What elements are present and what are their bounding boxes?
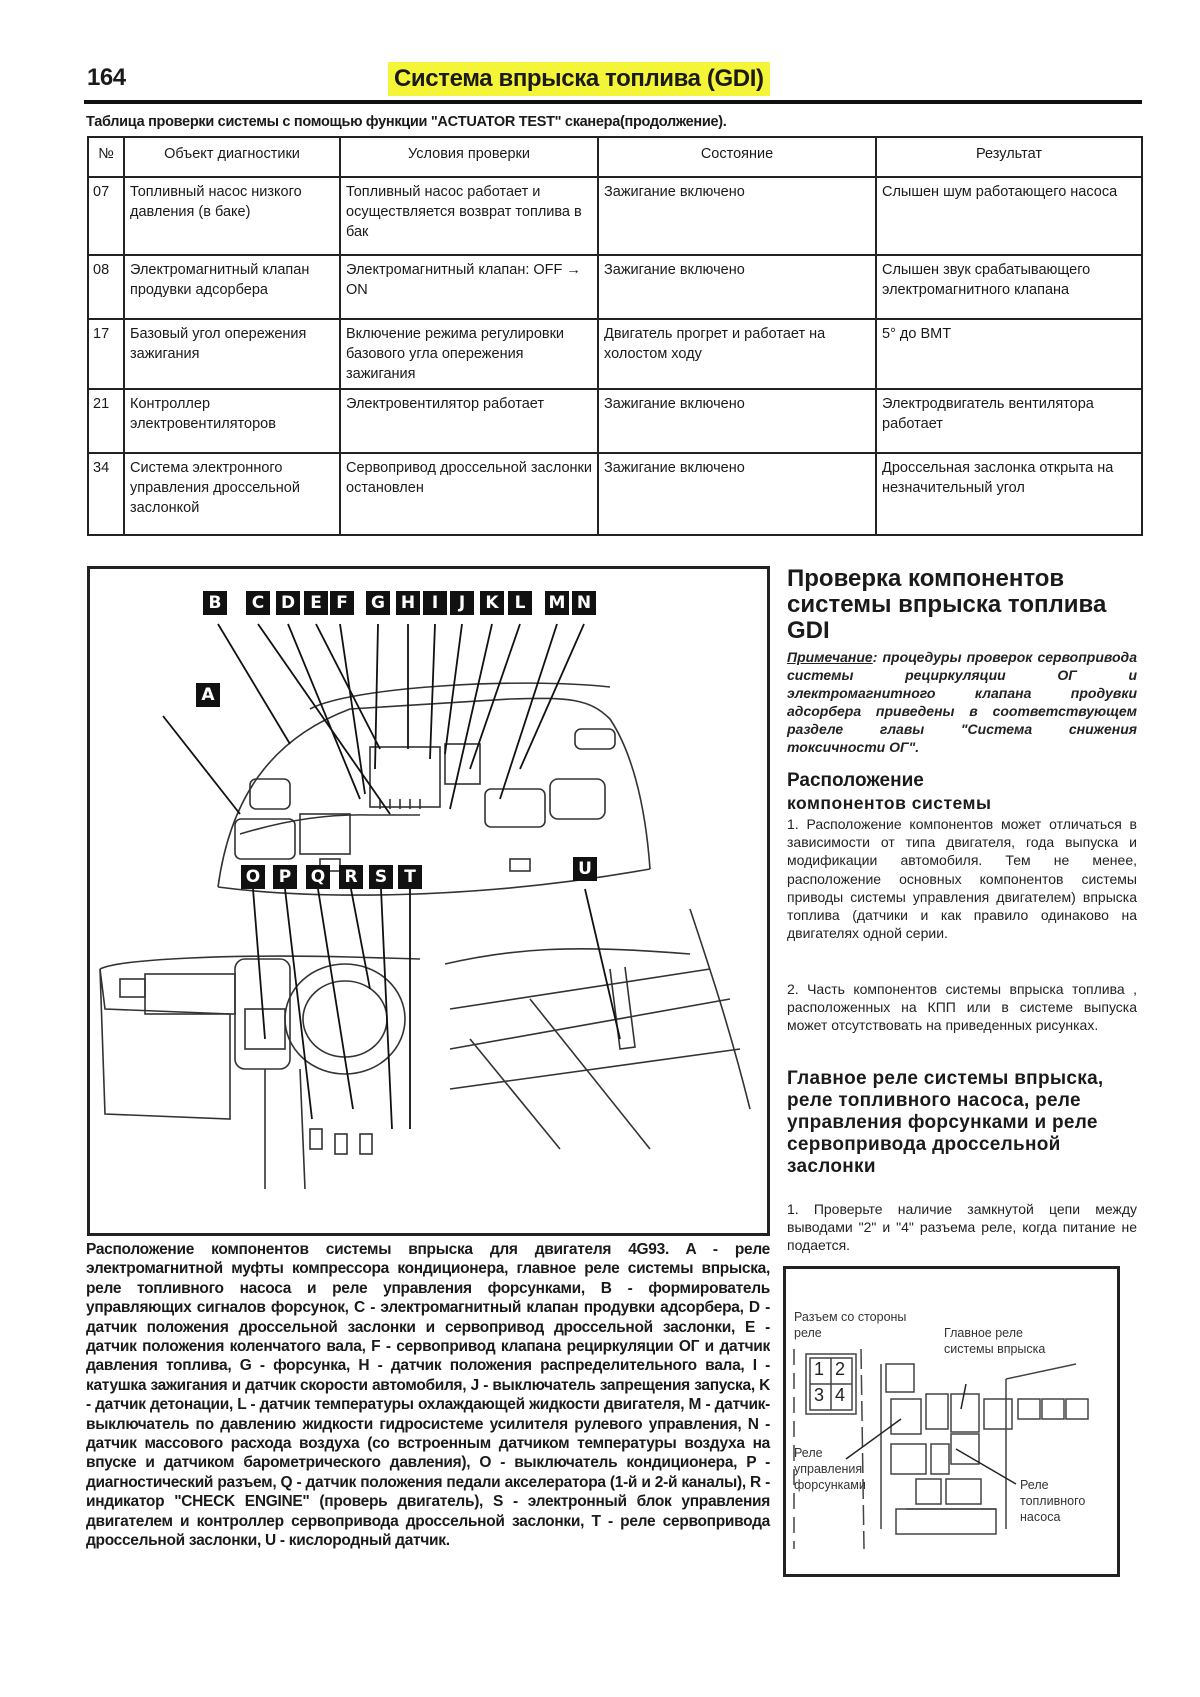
section-title: Проверка компонентов системы впрыска топлива GDI (787, 565, 1107, 644)
state: Зажигание включено (598, 255, 876, 319)
callout-q: Q (306, 865, 330, 889)
callout-m: M (545, 591, 569, 615)
row-number: 17 (88, 319, 124, 389)
state: Двигатель прогрет и работает на холостом ходу (598, 319, 876, 389)
table-row (88, 389, 1142, 453)
engine-bay-drawing-icon (90, 569, 773, 1239)
test-condition: Электровентилятор работает (340, 389, 598, 453)
subsection-title-line1: Расположение (787, 770, 924, 791)
page-title: Система впрыска топлива (GDI) (394, 65, 764, 92)
table-row (88, 453, 1142, 535)
state: Зажигание включено (598, 177, 876, 255)
table-row (88, 319, 1142, 389)
note-label: Примечание (787, 649, 873, 665)
diagnostic-object: Электромагнитный клапан продувки адсорбера (124, 255, 340, 319)
subsection-title-location (787, 770, 1137, 814)
figure-caption: Расположение компонентов системы впрыска для двигателя 4G93. A - реле электромагнитной муфты компрессора кондиционера, главное реле системы впрыска, реле топливного насоса и реле управления форсунками, B - формирователь управляющих сигналов форсунок, C - электромагнитный клапан продувки адсорбера, D - датчик положения дроссельной заслонки и сервопривод дроссельной заслонки, E - датчик положения коленчатого вала, F - сервопривод клапана рециркуляции ОГ и датчик давления топлива, G - форсунка, H - датчик положения распределительного вала, I - катушка зажигания и датчик скорости автомобиля, J - выключатель запрещения запуска, K - датчик детонации, L - датчик температуры охлаждающей жидкости двигателя, M - датчик-выключатель по давлению жидкости гидросистеме усилителя рулевого управления, N - датчик массового расхода воздуха (со встроенным датчиком температуры воздуха на впуске и датчиком барометрического давления), O - выключатель кондиционера, P - диагностический разъем, Q - датчик положения педали акселератора (1-й и 2-й каналы), R - индикатор "CHECK ENGINE" (проверь двигатель), S - электронный блок управления двигателем и контроллер сервопривода дроссельной заслонки, T - реле сервопривода дроссельной заслонки, U - кислородный датчик. (86, 1241, 770, 1550)
callout-a: A (196, 683, 220, 707)
subsection-title-line2: компонентов системы (787, 793, 992, 813)
diagnostic-object: Топливный насос низкого давления (в баке) (124, 177, 340, 255)
column-header: Условия проверки (340, 137, 598, 177)
diagnostic-object: Система электронного управления дроссельной заслонкой (124, 453, 340, 535)
callout-s: S (369, 865, 393, 889)
main-relay-label: Главное реле системы впрыска (944, 1326, 1046, 1356)
header-rule (84, 100, 1142, 104)
result: 5° до ВМТ (876, 319, 1142, 389)
state: Зажигание включено (598, 453, 876, 535)
subsection-title-relays: Главное реле системы впрыска, реле топливного насоса, реле управления форсунками и реле сервопривода дроссельной заслонки (787, 1068, 1104, 1177)
result: Слышен шум работающего насоса (876, 177, 1142, 255)
callout-j: J (450, 591, 474, 615)
fuel-pump-relay-label: Реле топливного насоса (1020, 1478, 1086, 1524)
test-condition: Сервопривод дроссельной заслонки остановлен (340, 453, 598, 535)
page-title-highlight (388, 62, 770, 96)
callout-u: U (573, 857, 597, 881)
callout-h: H (396, 591, 420, 615)
callout-n: N (572, 591, 596, 615)
page-number: 164 (87, 64, 126, 91)
row-number: 34 (88, 453, 124, 535)
row-number: 21 (88, 389, 124, 453)
pin-2: 2 (835, 1359, 846, 1379)
callout-r: R (339, 865, 363, 889)
pin-4: 4 (835, 1385, 846, 1405)
column-header: Объект диагностики (124, 137, 340, 177)
callout-t: T (398, 865, 422, 889)
actuator-test-table (87, 136, 1143, 536)
diagnostic-object: Базовый угол опережения зажигания (124, 319, 340, 389)
column-header: № (88, 137, 124, 177)
state: Зажигание включено (598, 389, 876, 453)
column-header: Состояние (598, 137, 876, 177)
callout-p: P (273, 865, 297, 889)
test-condition: Электромагнитный клапан: OFF → ON (340, 255, 598, 319)
callout-l: L (508, 591, 532, 615)
table-caption: Таблица проверки системы с помощью функции "ACTUATOR TEST" сканера(продолжение). (86, 114, 727, 130)
callout-b: B (203, 591, 227, 615)
test-condition: Топливный насос работает и осуществляется возврат топлива в бак (340, 177, 598, 255)
callout-i: I (423, 591, 447, 615)
callout-c: C (246, 591, 270, 615)
paragraph-2: 2. Часть компонентов системы впрыска топлива , расположенных на КПП или в системе выпуска может отсутствовать на приведенных рисунках. (787, 981, 1137, 1034)
paragraph-3: 1. Проверьте наличие замкнутой цепи между выводами "2" и "4" разъема реле, когда питание не подается. (787, 1201, 1137, 1254)
test-condition: Включение режима регулировки базового угла опережения зажигания (340, 319, 598, 389)
row-number: 08 (88, 255, 124, 319)
callout-e: E (304, 591, 328, 615)
callout-g: G (366, 591, 390, 615)
table-row (88, 255, 1142, 319)
callout-o: O (241, 865, 265, 889)
row-number: 07 (88, 177, 124, 255)
result: Электродвигатель вентилятора работает (876, 389, 1142, 453)
callout-f: F (330, 591, 354, 615)
connector-label: Разъем со стороны реле (794, 1310, 907, 1340)
note (787, 648, 1137, 756)
callout-k: K (480, 591, 504, 615)
result: Дроссельная заслонка открыта на незначительный угол (876, 453, 1142, 535)
paragraph-1: 1. Расположение компонентов может отличаться в зависимости от типа двигателя, года выпуска и модификации автомобиля. Тем не менее, расположение основных компонентов системы приводы системы управления двигателем) впрыска топлива (датчики и как правило одинаково на двигателях одной серии. (787, 816, 1137, 942)
component-location-figure (87, 566, 770, 1236)
callout-d: D (276, 591, 300, 615)
table-header-row (88, 137, 1142, 177)
column-header: Результат (876, 137, 1142, 177)
injector-relay-label: Реле управления форсунками (794, 1446, 866, 1492)
table-row (88, 177, 1142, 255)
note-text: : процедуры проверок сервопривода системы рециркуляции ОГ и электромагнитного клапана продувки адсорбера приведены в соответствующем разделе главы "Система снижения токсичности ОГ". (787, 649, 1137, 755)
relay-box-figure (783, 1266, 1120, 1577)
diagnostic-object: Контроллер электровентиляторов (124, 389, 340, 453)
result: Слышен звук срабатывающего электромагнитного клапана (876, 255, 1142, 319)
pin-1: 1 (814, 1359, 825, 1379)
pin-3: 3 (814, 1385, 825, 1405)
